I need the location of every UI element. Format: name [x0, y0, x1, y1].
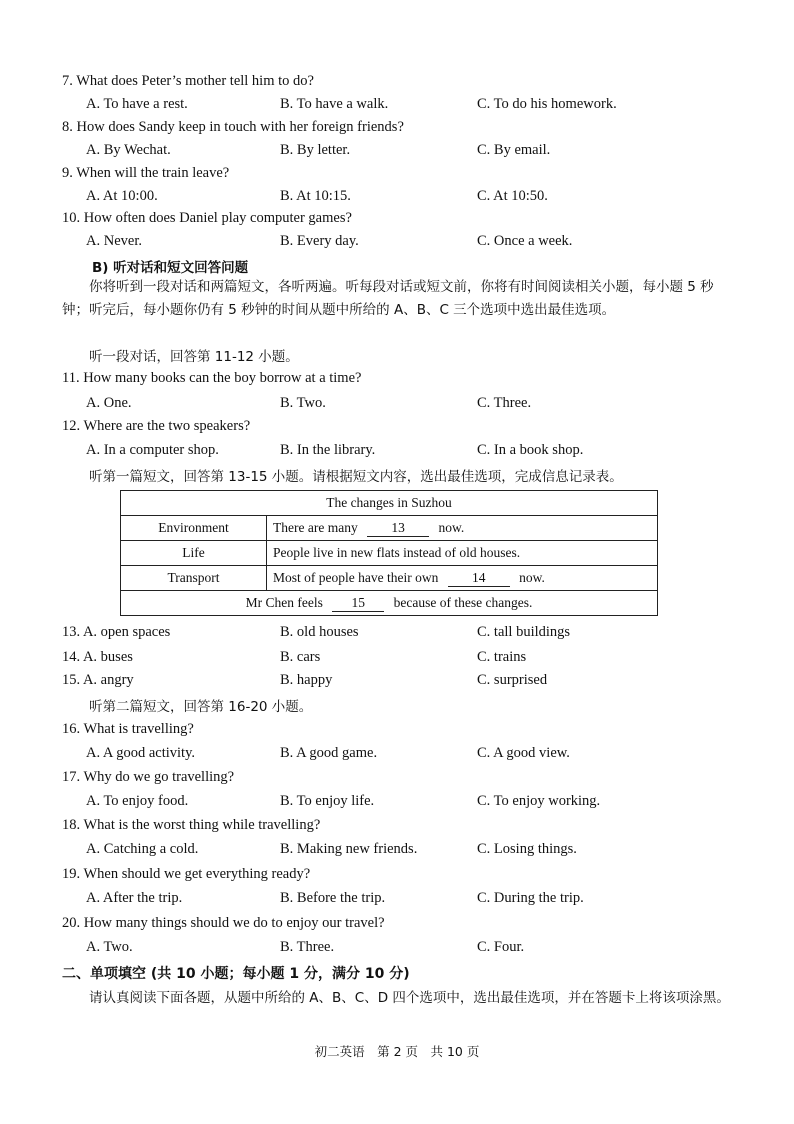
- question-stem: 8. How does Sandy keep in touch with her foreign friends?: [62, 119, 404, 135]
- option-b: B. Two.: [280, 395, 326, 411]
- option-a: A. Never.: [86, 233, 142, 249]
- question-stem: 18. What is the worst thing while travelling?: [62, 817, 321, 833]
- option-b: B. Three.: [280, 939, 335, 955]
- option-c: C. Four.: [477, 939, 525, 955]
- option-c: C. By email.: [477, 142, 551, 158]
- section-b-heading: B) 听对话和短文回答问题: [92, 260, 249, 276]
- option-row: [62, 624, 752, 644]
- blank-15: 15: [332, 595, 384, 612]
- option-c: C. A good view.: [477, 745, 570, 761]
- row-content: People live in new flats instead of old houses.: [267, 541, 658, 566]
- passage2-prompt: 听第二篇短文，回答第 16-20 小题。: [89, 699, 313, 715]
- option-a: A. At 10:00.: [86, 188, 158, 204]
- option-b: B. A good game.: [280, 745, 378, 761]
- row-text: Most of people have their own: [273, 569, 439, 585]
- table-footer-row: [121, 591, 658, 616]
- footer-text-after: because of these changes.: [393, 594, 533, 610]
- question-stem: 16. What is travelling?: [62, 721, 194, 737]
- option-c: C. Once a week.: [477, 233, 573, 249]
- question-stem: 17. Why do we go travelling?: [62, 769, 235, 785]
- option-b: B. Every day.: [280, 233, 359, 249]
- info-record-table: [120, 490, 658, 616]
- option-c: C. surprised: [477, 672, 548, 688]
- blank-14: 14: [448, 570, 510, 587]
- option-b: B. Making new friends.: [280, 841, 418, 857]
- option-row: [86, 793, 776, 813]
- question-stem: 12. Where are the two speakers?: [62, 418, 251, 434]
- option-a: 13. A. open spaces: [62, 624, 171, 640]
- question-stem: 9. When will the train leave?: [62, 165, 230, 181]
- table-row: [121, 541, 658, 566]
- row-content: [267, 566, 658, 591]
- option-a: A. To have a rest.: [86, 96, 188, 112]
- option-b: B. At 10:15.: [280, 188, 351, 204]
- section2-heading: 二、单项填空 (共 10 小题；每小题 1 分，满分 10 分): [62, 966, 410, 982]
- footer-text: Mr Chen feels: [245, 594, 323, 610]
- question-stem: 19. When should we get everything ready?: [62, 866, 311, 882]
- option-row: [86, 939, 776, 959]
- option-a: A. A good activity.: [86, 745, 196, 761]
- option-b: B. happy: [280, 672, 333, 688]
- option-b: B. To enjoy life.: [280, 793, 375, 809]
- option-a: A. After the trip.: [86, 890, 183, 906]
- option-c: C. Losing things.: [477, 841, 577, 857]
- row-label: Environment: [121, 516, 267, 541]
- question-stem: 7. What does Peter’s mother tell him to do?: [62, 73, 314, 89]
- option-row: [86, 96, 776, 116]
- option-c: C. trains: [477, 649, 527, 665]
- table-title: The changes in Suzhou: [121, 491, 658, 516]
- option-row: [86, 442, 776, 462]
- option-row: [86, 233, 776, 253]
- option-row: [86, 745, 776, 765]
- question-stem: 11. How many books can the boy borrow at a time?: [62, 370, 362, 386]
- option-a: A. Catching a cold.: [86, 841, 199, 857]
- table-title-row: [121, 491, 658, 516]
- option-c: C. At 10:50.: [477, 188, 548, 204]
- option-c: C. During the trip.: [477, 890, 584, 906]
- row-label: Transport: [121, 566, 267, 591]
- option-a: A. Two.: [86, 939, 133, 955]
- row-text-after: now.: [438, 519, 465, 535]
- option-b: B. In the library.: [280, 442, 376, 458]
- section2-instructions: 请认真阅读下面各题，从题中所给的 A、B、C、D 四个选项中，选出最佳选项，并在答题卡上将该项涂黑。: [89, 990, 730, 1006]
- question-stem: 20. How many things should we do to enjoy our travel?: [62, 915, 385, 931]
- dialogue-prompt: 听一段对话，回答第 11-12 小题。: [89, 349, 299, 365]
- option-row: [86, 841, 776, 861]
- row-text: There are many: [273, 519, 358, 535]
- section-b-instructions: 你将听到一段对话和两篇短文，各听两遍。听每段对话或短文前，你将有时间阅读相关小题，每小题 5 秒钟；听完后，每小题你仍有 5 秒钟的时间从题中所给的 A、B、C 三个选项中选出最佳选项。: [62, 279, 714, 318]
- row-content: [267, 516, 658, 541]
- option-row: [86, 890, 776, 910]
- option-b: B. To have a walk.: [280, 96, 389, 112]
- option-c: C. To enjoy working.: [477, 793, 601, 809]
- option-row: [86, 395, 776, 415]
- option-c: C. Three.: [477, 395, 532, 411]
- option-a: A. To enjoy food.: [86, 793, 189, 809]
- option-c: C. tall buildings: [477, 624, 571, 640]
- page-footer: 初二英语 第 2 页 共 10 页: [314, 1044, 480, 1059]
- option-a: A. In a computer shop.: [86, 442, 219, 458]
- table-footer: [121, 591, 658, 616]
- table-row: [121, 516, 658, 541]
- option-b: B. By letter.: [280, 142, 351, 158]
- option-a: A. One.: [86, 395, 132, 411]
- row-text-after: now.: [519, 569, 545, 585]
- option-b: B. old houses: [280, 624, 359, 640]
- passage1-prompt: 听第一篇短文，回答第 13-15 小题。请根据短文内容，选出最佳选项，完成信息记录表。: [89, 469, 623, 485]
- option-b: B. cars: [280, 649, 321, 665]
- blank-13: 13: [367, 520, 429, 537]
- option-row: [62, 649, 752, 669]
- option-b: B. Before the trip.: [280, 890, 386, 906]
- option-c: C. In a book shop.: [477, 442, 584, 458]
- option-a: 15. A. angry: [62, 672, 134, 688]
- option-row: [62, 672, 752, 692]
- table-row: [121, 566, 658, 591]
- option-a: A. By Wechat.: [86, 142, 171, 158]
- option-a: 14. A. buses: [62, 649, 133, 665]
- option-row: [86, 188, 776, 208]
- option-c: C. To do his homework.: [477, 96, 617, 112]
- option-row: [86, 142, 776, 162]
- question-stem: 10. How often does Daniel play computer games?: [62, 210, 352, 226]
- row-label: Life: [121, 541, 267, 566]
